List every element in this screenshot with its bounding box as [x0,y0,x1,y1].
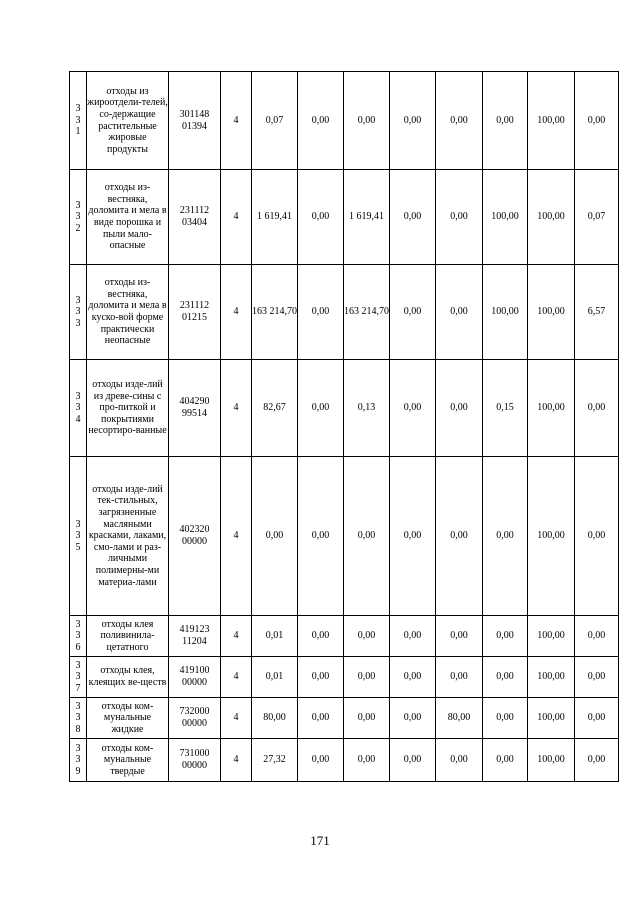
value-cell-2: 0,00 [298,265,344,360]
value-cell-7: 100,00 [528,170,575,265]
value-cell-6: 0,00 [483,616,528,657]
row-number-cell [70,265,87,360]
waste-name-cell: отходы изде-лий тек-стильных, загрязненные масляными красками, лаками, смо-лами и раз-личными полимерны-ми материа-лами [87,457,169,616]
value-cell-6: 0,00 [483,739,528,782]
row-number-digit: 3 [75,712,81,724]
value-cell-5: 80,00 [436,698,483,739]
value-cell-5: 0,00 [436,457,483,616]
table-row [70,657,619,698]
row-number-digit: 4 [75,413,81,425]
row-number-cell [70,657,87,698]
row-number-digit: 3 [75,402,81,414]
row-number-digit: 7 [75,682,81,694]
value-cell-7: 100,00 [528,72,575,170]
value-cell-4: 0,00 [390,739,436,782]
value-cell-8: 0,00 [575,72,619,170]
hazard-class-cell: 4 [221,616,252,657]
value-cell-1: 0,01 [252,616,298,657]
table-row [70,360,619,457]
value-cell-2: 0,00 [298,170,344,265]
row-number-cell [70,457,87,616]
row-number-digit: 3 [75,630,81,642]
waste-name-cell: отходы из-вестняка, доломита и мела в куско-вой форме практически неопасные [87,265,169,360]
row-number-digit: 8 [75,723,81,735]
value-cell-3: 0,00 [344,72,390,170]
value-cell-5: 0,00 [436,265,483,360]
hazard-class-cell: 4 [221,265,252,360]
value-cell-3: 0,00 [344,739,390,782]
value-cell-1: 0,00 [252,457,298,616]
hazard-class-cell: 4 [221,698,252,739]
value-cell-4: 0,00 [390,657,436,698]
value-cell-2: 0,00 [298,698,344,739]
value-cell-4: 0,00 [390,360,436,457]
row-number-digit: 3 [75,294,81,306]
table-row [70,170,619,265]
waste-name-cell: отходы ком-мунальные твердые [87,739,169,782]
row-number-cell [70,360,87,457]
row-number-digit: 3 [75,518,81,530]
value-cell-7: 100,00 [528,360,575,457]
row-number-digit: 3 [75,114,81,126]
waste-code-cell: 419100 00000 [169,657,221,698]
hazard-class-cell: 4 [221,170,252,265]
value-cell-6: 0,15 [483,360,528,457]
value-cell-5: 0,00 [436,170,483,265]
value-cell-5: 0,00 [436,739,483,782]
value-cell-1: 1 619,41 [252,170,298,265]
value-cell-3: 0,00 [344,457,390,616]
row-number-digit: 3 [75,754,81,766]
row-number-digit: 3 [75,199,81,211]
value-cell-2: 0,00 [298,739,344,782]
row-number-digit: 5 [75,541,81,553]
value-cell-6: 0,00 [483,698,528,739]
value-cell-7: 100,00 [528,739,575,782]
value-cell-7: 100,00 [528,657,575,698]
value-cell-7: 100,00 [528,616,575,657]
hazard-class-cell: 4 [221,657,252,698]
table-row [70,265,619,360]
waste-code-cell: 231112 01215 [169,265,221,360]
row-number-digit: 3 [75,103,81,115]
value-cell-4: 0,00 [390,72,436,170]
value-cell-2: 0,00 [298,360,344,457]
row-number-digit: 6 [75,641,81,653]
row-number-cell [70,698,87,739]
value-cell-6: 0,00 [483,457,528,616]
value-cell-7: 100,00 [528,698,575,739]
table-row [70,739,619,782]
value-cell-1: 27,32 [252,739,298,782]
value-cell-5: 0,00 [436,72,483,170]
value-cell-7: 100,00 [528,265,575,360]
row-number-cell [70,72,87,170]
value-cell-8: 0,00 [575,698,619,739]
value-cell-2: 0,00 [298,457,344,616]
value-cell-6: 0,00 [483,72,528,170]
row-number-digit: 2 [75,222,81,234]
value-cell-3: 0,00 [344,616,390,657]
table-row [70,72,619,170]
row-number-digit: 3 [75,306,81,318]
page-number: 171 [310,833,330,848]
waste-name-cell: отходы из жироотдели-телей, со-держащие растительные жировые продукты [87,72,169,170]
row-number-digit: 3 [75,659,81,671]
value-cell-8: 0,00 [575,739,619,782]
value-cell-2: 0,00 [298,616,344,657]
value-cell-1: 163 214,70 [252,265,298,360]
table-row [70,616,619,657]
row-number-digit: 3 [75,211,81,223]
waste-name-cell: отходы изде-лий из древе-сины с про-питкой и покрытиями несортиро-ванные [87,360,169,457]
value-cell-4: 0,00 [390,170,436,265]
value-cell-2: 0,00 [298,72,344,170]
value-cell-5: 0,00 [436,616,483,657]
value-cell-6: 0,00 [483,657,528,698]
value-cell-8: 0,00 [575,457,619,616]
waste-code-cell: 231112 03404 [169,170,221,265]
value-cell-3: 163 214,70 [344,265,390,360]
value-cell-8: 0,00 [575,657,619,698]
waste-name-cell: отходы клея поливинила-цетатного [87,616,169,657]
table-row [70,457,619,616]
value-cell-5: 0,00 [436,360,483,457]
waste-code-cell: 732000 00000 [169,698,221,739]
row-number-digit: 1 [75,126,81,138]
row-number-digit: 3 [75,700,81,712]
waste-table [69,71,619,782]
value-cell-8: 6,57 [575,265,619,360]
value-cell-8: 0,00 [575,616,619,657]
hazard-class-cell: 4 [221,739,252,782]
value-cell-4: 0,00 [390,698,436,739]
value-cell-8: 0,07 [575,170,619,265]
row-number-cell [70,739,87,782]
value-cell-7: 100,00 [528,457,575,616]
waste-code-cell: 402320 00000 [169,457,221,616]
row-number-digit: 3 [75,317,81,329]
row-number-cell [70,170,87,265]
waste-code-cell: 404290 99514 [169,360,221,457]
row-number-digit: 3 [75,530,81,542]
value-cell-3: 0,00 [344,657,390,698]
value-cell-5: 0,00 [436,657,483,698]
value-cell-3: 0,00 [344,698,390,739]
waste-code-cell: 301148 01394 [169,72,221,170]
hazard-class-cell: 4 [221,457,252,616]
value-cell-6: 100,00 [483,170,528,265]
value-cell-4: 0,00 [390,616,436,657]
hazard-class-cell: 4 [221,72,252,170]
value-cell-4: 0,00 [390,457,436,616]
table-body [70,72,619,782]
value-cell-8: 0,00 [575,360,619,457]
waste-code-cell: 419123 11204 [169,616,221,657]
value-cell-2: 0,00 [298,657,344,698]
value-cell-6: 100,00 [483,265,528,360]
row-number-digit: 3 [75,618,81,630]
value-cell-3: 1 619,41 [344,170,390,265]
waste-name-cell: отходы ком-мунальные жидкие [87,698,169,739]
value-cell-3: 0,13 [344,360,390,457]
row-number-digit: 3 [75,671,81,683]
value-cell-1: 80,00 [252,698,298,739]
value-cell-1: 0,07 [252,72,298,170]
hazard-class-cell: 4 [221,360,252,457]
waste-name-cell: отходы из-вестняка, доломита и мела в виде порошка и пыли мало-опасные [87,170,169,265]
table-row [70,698,619,739]
row-number-digit: 3 [75,742,81,754]
row-number-cell [70,616,87,657]
value-cell-4: 0,00 [390,265,436,360]
waste-name-cell: отходы клея, клеящих ве-ществ [87,657,169,698]
row-number-digit: 3 [75,390,81,402]
value-cell-1: 0,01 [252,657,298,698]
row-number-digit: 9 [75,765,81,777]
value-cell-1: 82,67 [252,360,298,457]
waste-code-cell: 731000 00000 [169,739,221,782]
